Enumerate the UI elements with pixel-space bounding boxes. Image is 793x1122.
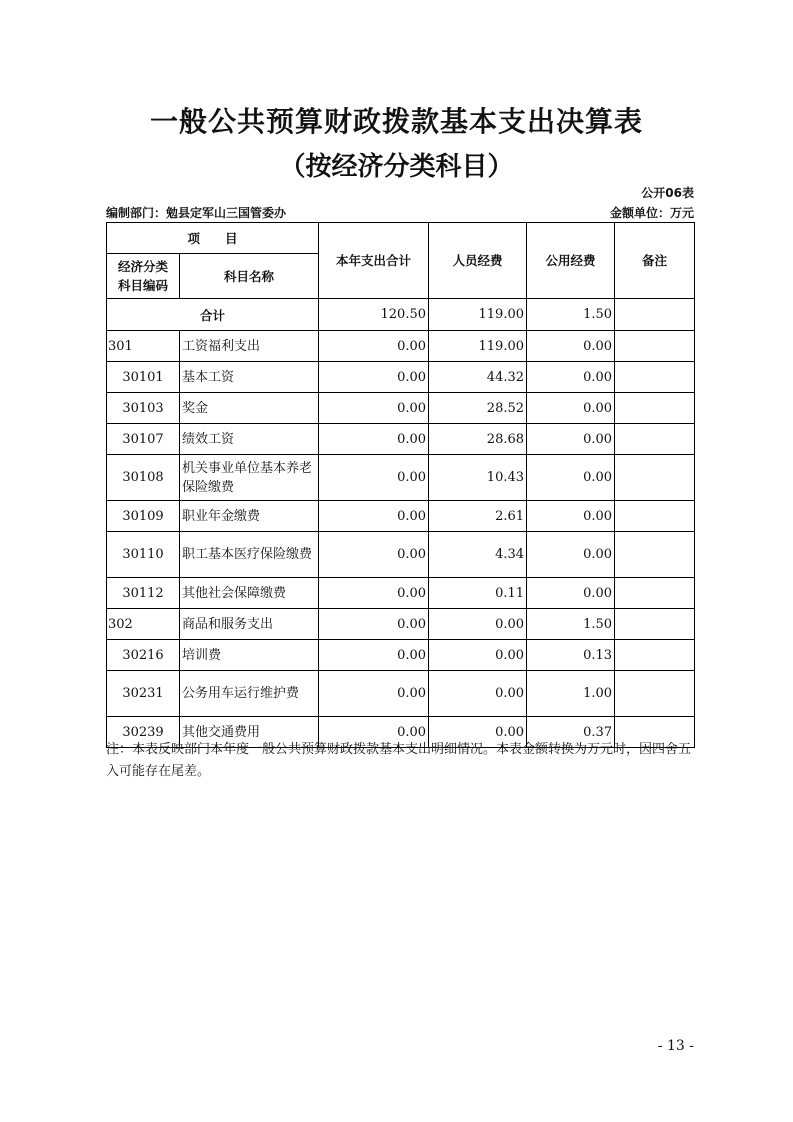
personnel-cell: 28.52 <box>429 393 527 424</box>
total-label: 合计 <box>107 299 319 331</box>
name-cell: 其他交通费用 <box>180 717 319 748</box>
name-cell: 机关事业单位基本养老保险缴费 <box>180 455 319 501</box>
total-cell: 0.00 <box>319 331 429 362</box>
name-cell: 绩效工资 <box>180 424 319 455</box>
total-cell: 0.00 <box>319 609 429 640</box>
remark-cell <box>615 424 695 455</box>
name-cell: 奖金 <box>180 393 319 424</box>
header-personnel: 人员经费 <box>429 223 527 299</box>
personnel-cell: 119.00 <box>429 331 527 362</box>
table-row <box>107 609 695 640</box>
header-remark: 备注 <box>615 223 695 299</box>
name-cell: 职业年金缴费 <box>180 501 319 532</box>
code-cell: 30108 <box>107 455 180 501</box>
table-row <box>107 501 695 532</box>
header-code <box>107 254 180 299</box>
total-cell: 0.00 <box>319 532 429 578</box>
code-cell: 30231 <box>107 671 180 717</box>
code-cell: 30112 <box>107 578 180 609</box>
personnel-cell: 2.61 <box>429 501 527 532</box>
personnel-cell: 0.00 <box>429 717 527 748</box>
public-cell: 0.00 <box>527 424 615 455</box>
remark-cell <box>615 455 695 501</box>
page-subtitle: （按经济分类科目） <box>279 152 514 182</box>
header-code-line2: 科目编码 <box>117 278 168 293</box>
remark-cell <box>615 532 695 578</box>
personnel-cell: 0.00 <box>429 671 527 717</box>
total-cell: 0.00 <box>319 671 429 717</box>
remark-cell <box>615 609 695 640</box>
remark-cell <box>615 501 695 532</box>
total-cell: 0.00 <box>319 717 429 748</box>
unit-label: 金额单位：万元 <box>609 206 694 220</box>
remark-cell <box>615 362 695 393</box>
public-cell: 0.37 <box>527 717 615 748</box>
total-row <box>107 299 695 331</box>
remark-cell <box>615 671 695 717</box>
header-name: 科目名称 <box>180 254 319 299</box>
page-title: 一般公共预算财政拨款基本支出决算表 <box>149 105 643 138</box>
public-cell: 0.00 <box>527 393 615 424</box>
code-cell: 302 <box>107 609 180 640</box>
table-row <box>107 362 695 393</box>
personnel-cell: 28.68 <box>429 424 527 455</box>
code-cell: 30101 <box>107 362 180 393</box>
public-cell: 1.50 <box>527 299 615 331</box>
name-cell: 其他社会保障缴费 <box>180 578 319 609</box>
public-cell: 0.00 <box>527 362 615 393</box>
personnel-cell: 10.43 <box>429 455 527 501</box>
table-row <box>107 393 695 424</box>
remark-cell <box>615 578 695 609</box>
table-row <box>107 331 695 362</box>
code-cell: 30216 <box>107 640 180 671</box>
personnel-cell: 0.11 <box>429 578 527 609</box>
public-cell: 0.00 <box>527 501 615 532</box>
table-row <box>107 578 695 609</box>
total-cell: 120.50 <box>319 299 429 331</box>
total-cell: 0.00 <box>319 393 429 424</box>
name-cell: 工资福利支出 <box>180 331 319 362</box>
code-cell: 30239 <box>107 717 180 748</box>
table-row <box>107 455 695 501</box>
personnel-cell: 0.00 <box>429 640 527 671</box>
personnel-cell: 119.00 <box>429 299 527 331</box>
public-cell: 0.13 <box>527 640 615 671</box>
header-code-line1: 经济分类 <box>117 259 168 274</box>
department-label: 编制部门：勉县定军山三国管委办 <box>106 206 287 220</box>
public-cell: 1.00 <box>527 671 615 717</box>
footnote: 注：本表反映部门本年度一般公共预算财政拨款基本支出明细情况。本表金额转换为万元时，因四舍五入可能存在尾差。 <box>106 742 692 779</box>
total-cell: 0.00 <box>319 362 429 393</box>
form-number: 公开06表 <box>641 186 694 200</box>
code-cell: 30107 <box>107 424 180 455</box>
remark-cell <box>615 331 695 362</box>
remark-cell <box>615 393 695 424</box>
name-cell: 公务用车运行维护费 <box>180 671 319 717</box>
table-row <box>107 532 695 578</box>
page-number: - 13 - <box>657 1038 694 1054</box>
name-cell: 职工基本医疗保险缴费 <box>180 532 319 578</box>
total-cell: 0.00 <box>319 501 429 532</box>
public-cell: 1.50 <box>527 609 615 640</box>
remark-cell <box>615 640 695 671</box>
total-cell: 0.00 <box>319 455 429 501</box>
remark-cell <box>615 299 695 331</box>
name-cell: 基本工资 <box>180 362 319 393</box>
public-cell: 0.00 <box>527 578 615 609</box>
total-cell: 0.00 <box>319 640 429 671</box>
header-total: 本年支出合计 <box>319 223 429 299</box>
total-cell: 0.00 <box>319 578 429 609</box>
code-cell: 301 <box>107 331 180 362</box>
public-cell: 0.00 <box>527 455 615 501</box>
public-cell: 0.00 <box>527 331 615 362</box>
header-public: 公用经费 <box>527 223 615 299</box>
expenditure-table <box>106 222 695 748</box>
public-cell: 0.00 <box>527 532 615 578</box>
code-cell: 30109 <box>107 501 180 532</box>
header-item: 项 目 <box>107 223 319 254</box>
personnel-cell: 0.00 <box>429 609 527 640</box>
table-row <box>107 424 695 455</box>
code-cell: 30110 <box>107 532 180 578</box>
name-cell: 培训费 <box>180 640 319 671</box>
total-cell: 0.00 <box>319 424 429 455</box>
table-row <box>107 671 695 717</box>
table-row <box>107 640 695 671</box>
personnel-cell: 44.32 <box>429 362 527 393</box>
personnel-cell: 4.34 <box>429 532 527 578</box>
name-cell: 商品和服务支出 <box>180 609 319 640</box>
code-cell: 30103 <box>107 393 180 424</box>
